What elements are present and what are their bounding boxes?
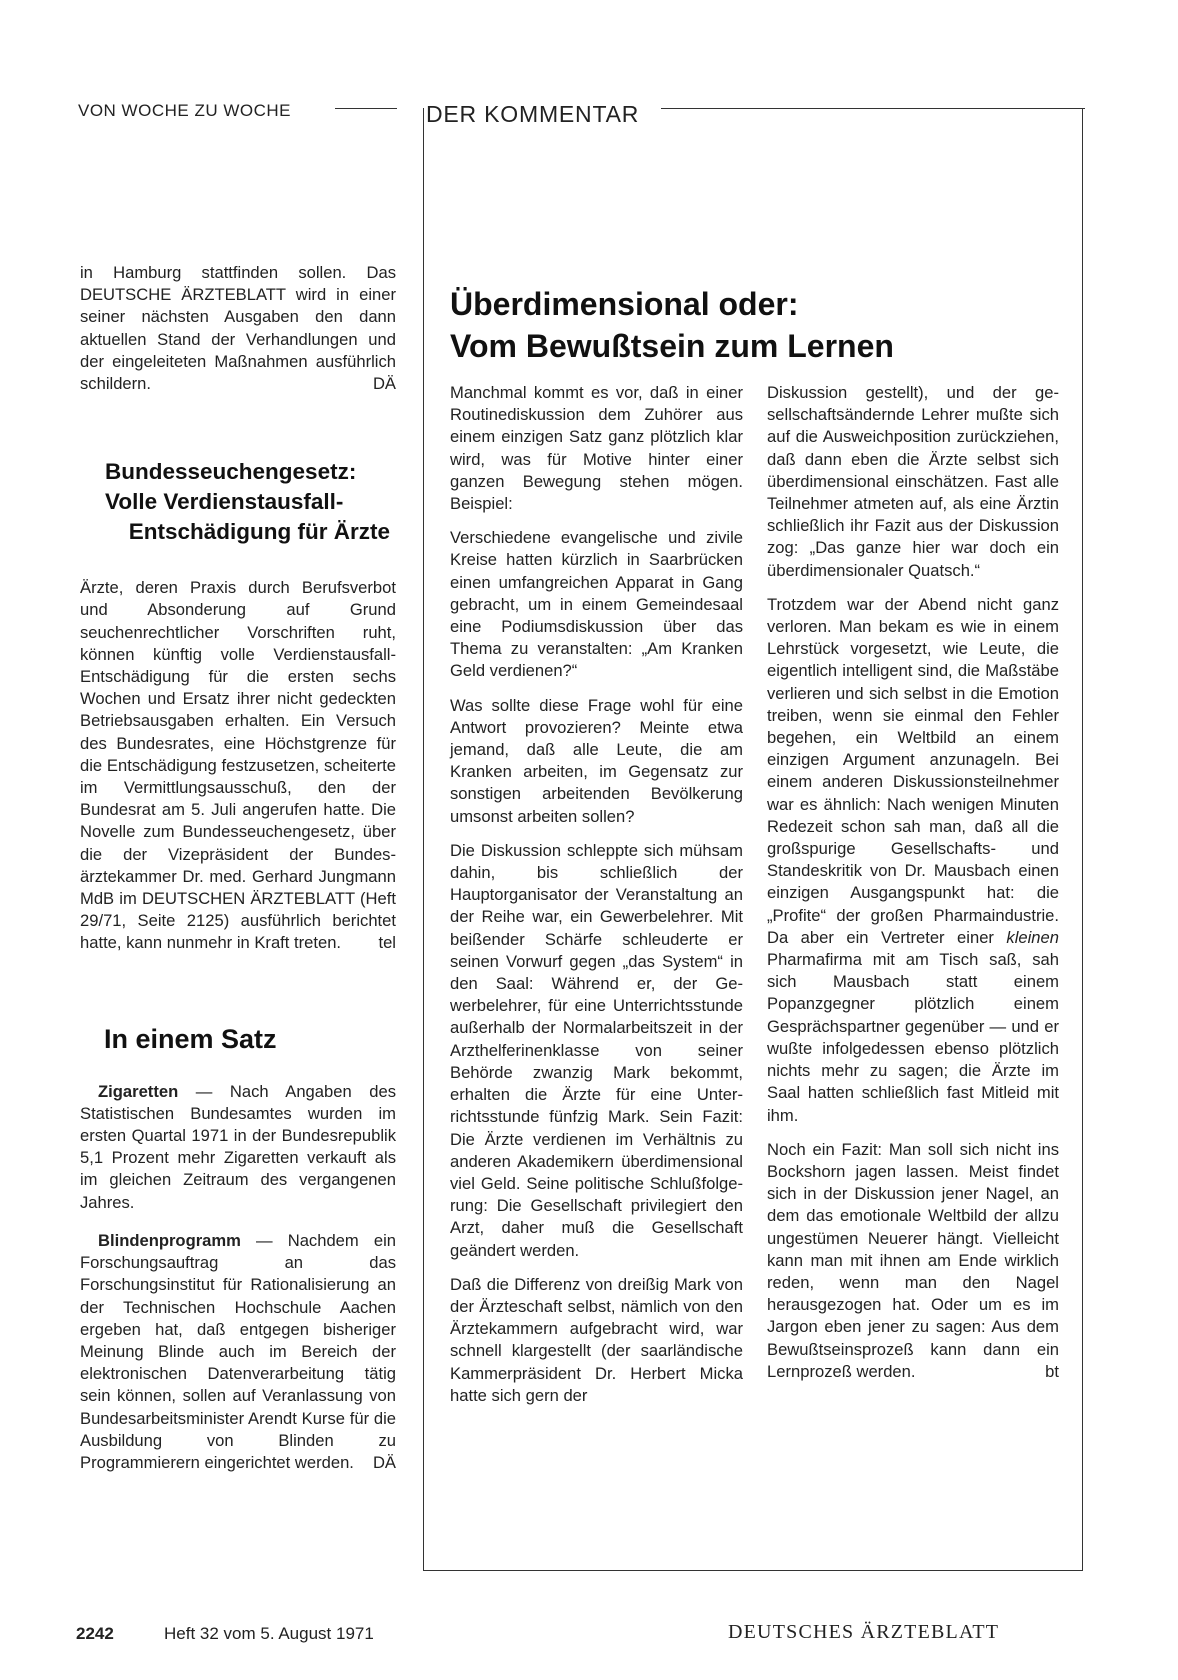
satz-item-blinden-signature: DÄ — [372, 1452, 396, 1472]
kommentar-paragraph-4: Die Diskussion schleppte sich mühsam dahin, bis schließlich der Hauptorganisator der Veranstaltung an der Reihe war, ein Gewerbelehrer. Mit beißender Schärfe schleuderte er seinen Vorwurf gegen „das System“ in den Saal: Während er, der Gewerbelehrer, für eine Unterrichtsstunde außerhalb der Normalarbeitszeit in der Arzthelferinenklasse von seiner Behörde zwanzig Mark bekommt, erhalten die Ärzte für eine Unterrichtsstunde fünfzig Mark. Sein Fazit: Die Ärzte verdienen im Verhältnis zu anderen Akademikern überdimensional viel Geld. Seine politische Schlußfolgerung: Die Gesellschaft privilegiert den Arzt, daher muß die Gesellschaft geändert werden. — [450, 840, 743, 1260]
kommentar-emphasis-kleinen: kleinen — [1006, 927, 1059, 947]
satz-item-zigaretten — [80, 1081, 396, 1214]
headline-line-1: Bundesseuchengesetz: — [105, 459, 357, 485]
kommentar-paragraph-1: Manchmal kommt es vor, daß in einer Routinediskussion dem Zuhörer aus einem einzigen Satz ganz plötzlich klar wird, was für Motive hinter einer ganzen Bewegung stehen mögen. Beispiel: — [450, 383, 743, 514]
headline-line-3: Entschädigung für Ärzte — [128, 519, 390, 545]
kommentar-paragraph-5: Daß die Differenz von dreißig Mark von der Ärzteschaft selbst, nämlich von den Ärztekammern aufgebracht wird, war schnell klargestellt (der saarländische Kammerpräsident Dr. Herbert Micka hatte sich gern der — [450, 1274, 743, 1405]
seuchengesetz-body — [80, 577, 396, 954]
header-rule-left — [335, 108, 397, 109]
satz-item-zigaretten-text: — Nach Angaben des Statistischen Bundesamtes wurden im ersten Quartal 1971 in der Bundesrepublik 5,1 Prozent mehr Zigaretten verkauft als im gleichen Zeitraum des vergangenen Jahres. — [80, 1081, 396, 1212]
kommentar-paragraph-7-part-a: Trotzdem war der Abend nicht ganz verloren. Man bekam es wie in einem Lehrstück vorgesetzt, wie Leute, die eigentlich intelligent sind, die Maßstäbe verlieren und sich selbst in die Emotion treiben, wenn sie einmal den Fehler begehen, ein Weltbild an einem einzigen Argument anzunageln. Bei einem anderen Diskussionsteilnehmer war es ähnlich: Nach wenigen Minuten Redezeit schon sah man, daß all die großspurige Gesellschafts- und Standeskritik von Dr. Mausbach einen einzigen Ausgangspunkt hat: die „Profite“ der großen Pharmaindustrie. Da aber ein Vertreter einer — [767, 594, 1059, 947]
kommentar-paragraph-6: Diskussion gestellt), und der gesellschaftsändernde Lehrer mußte sich auf die Ausweichposition zurückziehen, daß dann eben die Ärzte selbst sich überdimensional einschätzen. Fast alle Teilnehmer atmeten auf, als eine Ärztin schließlich ihr Fazit aus der Diskussion zog: „Das ganze hier war doch ein überdimensionaler Quatsch.“ — [767, 383, 1059, 580]
seuchengesetz-signature: tel — [378, 933, 396, 953]
section-header-von-woche: VON WOCHE ZU WOCHE — [78, 101, 291, 120]
headline-line-2: Volle Verdienstausfall- — [105, 489, 344, 515]
page-number: 2242 — [76, 1624, 114, 1643]
kommentar-paragraph-3: Was sollte diese Frage wohl für eine Antwort provozieren? Meinte etwa jemand, daß alle Leute, die am Kranken arbeiten, im Gegensatz zur sonstigen arbeitenden Bevölkerung umsonst arbeiten sollen? — [450, 695, 743, 826]
kommentar-title-line-1: Überdimensional oder: — [450, 286, 799, 323]
kommentar-paragraph-7 — [767, 594, 1059, 1127]
satz-item-blinden-lead: Blindenprogramm — [98, 1230, 241, 1250]
kommentar-column-2 — [767, 382, 1059, 1395]
satz-item-blinden-text: — Nachdem ein Forschungsauftrag an das Forschungsinstitut für Rationalisierung an der Technischen Hochschule Aachen ergeben hat, daß entgegen bisheriger Meinung Blinde auch im Bereich der elektronischen Datenverarbeitung tätig sein können, sollen auf Veranlassung von Bundesarbeitsminister Arendt Kurse für die Ausbildung von Blinden zu Programmierern eingerichtet werden. — [80, 1230, 396, 1472]
left-column — [80, 262, 396, 1474]
kommentar-title — [450, 283, 1070, 367]
continuation-signature: DÄ — [372, 374, 396, 394]
continuation-paragraph — [80, 262, 396, 395]
kommentar-column-1 — [450, 382, 743, 1419]
issue-info: Heft 32 vom 5. August 1971 — [164, 1624, 374, 1643]
seuchengesetz-headline — [105, 457, 396, 547]
satz-item-zigaretten-lead: Zigaretten — [98, 1081, 179, 1101]
section-header-kommentar: DER KOMMENTAR — [426, 101, 640, 127]
satz-item-blindenprogramm — [80, 1230, 396, 1474]
kommentar-paragraph-7-part-b: Pharmafirma mit am Tisch saß, sah sich Mausbach statt einem Popanzgegner plötzlich einem Gesprächspartner gegenüber — und er wußte infolgedessen ebenso plötzlich nichts mehr zu sagen; die Ärzte im Saal hatten schließlich fast Mitleid mit ihm. — [767, 950, 1059, 1125]
kommentar-title-line-2: Vom Bewußtsein zum Lernen — [450, 328, 894, 365]
seuchengesetz-text: Ärzte, deren Praxis durch Berufsverbot und Absonderung auf Grund seuchenrechtlicher Vorschriften ruht, können künftig volle Verdienstausfall-Entschädigung für die ersten sechs Wochen und Ersatz ihrer nicht gedeckten Betriebsausgaben erhalten. Ein Versuch des Bundesrates, eine Höchstgrenze für die Entschädigung festzusetzen, scheiterte im Vermittlungsausschuß, den der Bundesrat am 5. Juli angerufen hatte. Die Novelle zum Bundesseuchengesetz, über die der Vizepräsident der Bundesärztekammer Dr. med. Gerhard Jungmann MdB im DEUTSCHEN ÄRZTEBLATT (Heft 29/71, Seite 2125) ausführlich berichtet hatte, kann nunmehr in Kraft treten. — [80, 578, 396, 953]
in-einem-satz-title: In einem Satz — [104, 1023, 277, 1054]
kommentar-paragraph-2: Verschiedene evangelische und zivile Kreise hatten kürzlich in Saarbrücken einen umfangreichen Apparat in Gang gebracht, um in einem Gemeindesaal eine Podiumsdiskussion über das Thema zu veranstalten: „Am Kranken Geld verdienen?“ — [450, 528, 743, 681]
journal-name: DEUTSCHES ÄRZTEBLATT — [728, 1621, 1000, 1643]
kommentar-paragraph-8-text: Noch ein Fazit: Man soll sich nicht ins Bockshorn jagen lassen. Meist findet sich in der Diskussion jener Nagel, an dem das emotionale Weltbild der allzu ungestümen Neuerer hängt. Vielleicht kann man mit ihnen am Ende wirklich reden, wenn man den Nagel herausgezogen hat. Oder um es im Jargon eben jener zu sagen: Aus dem Bewußtseinsprozeß kann dann ein Lernprozeß werden. — [767, 1139, 1059, 1381]
kommentar-signature: bt — [1045, 1361, 1059, 1381]
continuation-text: in Hamburg stattfinden sollen. Das DEUTSCHE ÄRZTEBLATT wird in einer seiner nächsten Ausgaben den dann aktuellen Stand der Verhandlungen und der eingeleiteten Maßnahmen ausführlich schildern. — [80, 263, 396, 394]
kommentar-paragraph-8 — [767, 1139, 1059, 1383]
